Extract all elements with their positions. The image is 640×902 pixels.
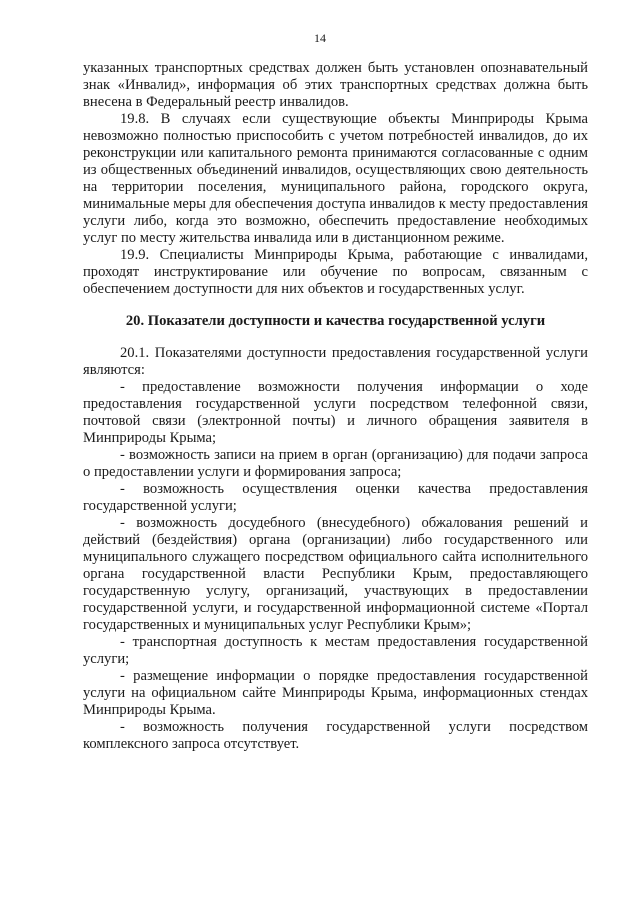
list-item-info-progress: - предоставление возможности получения информации о ходе предоставления государственной услуги посредством телефонной связи, почтовой связи (электронной почты) и личного обращения заявителя в Минприроды Крыма; [83,379,588,446]
document-body [83,60,588,753]
page-number: 14 [314,31,326,45]
paragraph-20-1: 20.1. Показателями доступности предоставления государственной услуги являются: [83,345,588,378]
list-item-complex-request: - возможность получения государственной услуги посредством комплексного запроса отсутствует. [83,719,588,752]
list-item-appointment: - возможность записи на прием в орган (организацию) для подачи запроса о предоставлении услуги и формирования запроса; [83,447,588,480]
list-item-quality-assessment: - возможность осуществления оценки качества предоставления государственной услуги; [83,481,588,514]
paragraph-vehicle-sign: указанных транспортных средствах должен быть установлен опознавательный знак «Инвалид», информация об этих транспортных средствах должна быть внесена в Федеральный реестр инвалидов. [83,60,588,110]
paragraph-19-8: 19.8. В случаях если существующие объекты Минприроды Крыма невозможно полностью приспособить с учетом потребностей инвалидов, до их реконструкции или капитального ремонта принимаются согласованные с одним из общественных объединений инвалидов, осуществляющих свою деятельность на территории поселения, муниципального района, городского округа, минимальные меры для обеспечения доступа инвалидов к месту предоставления услуги либо, когда это возможно, обеспечить предоставление необходимых услуг по месту жительства инвалида или в дистанционном режиме. [83,111,588,246]
list-item-transport-access: - транспортная доступность к местам предоставления государственной услуги; [83,634,588,667]
paragraphs-after-heading [83,345,588,753]
list-item-appeal: - возможность досудебного (внесудебного) обжалования решений и действий (бездействия) органа (организации) либо государственного или муниципального служащего посредством официального сайта исполнительного органа государственной власти Республики Крым, предоставляющего государственную услугу, организаций, участвующих в предоставлении государственной услуги, и государственной информационной системе «Портал государственных и муниципальных услуг Республики Крым»; [83,515,588,633]
paragraph-19-9: 19.9. Специалисты Минприроды Крыма, работающие с инвалидами, проходят инструктирование или обучение по вопросам, связанным с обеспечением доступности для них объектов и государственных услуг. [83,247,588,297]
list-item-info-placement: - размещение информации о порядке предоставления государственной услуги на официальном сайте Минприроды Крыма, информационных стендах Минприроды Крыма. [83,668,588,718]
paragraphs-before-heading [83,60,588,298]
section-heading: 20. Показатели доступности и качества государственной услуги [125,313,546,329]
